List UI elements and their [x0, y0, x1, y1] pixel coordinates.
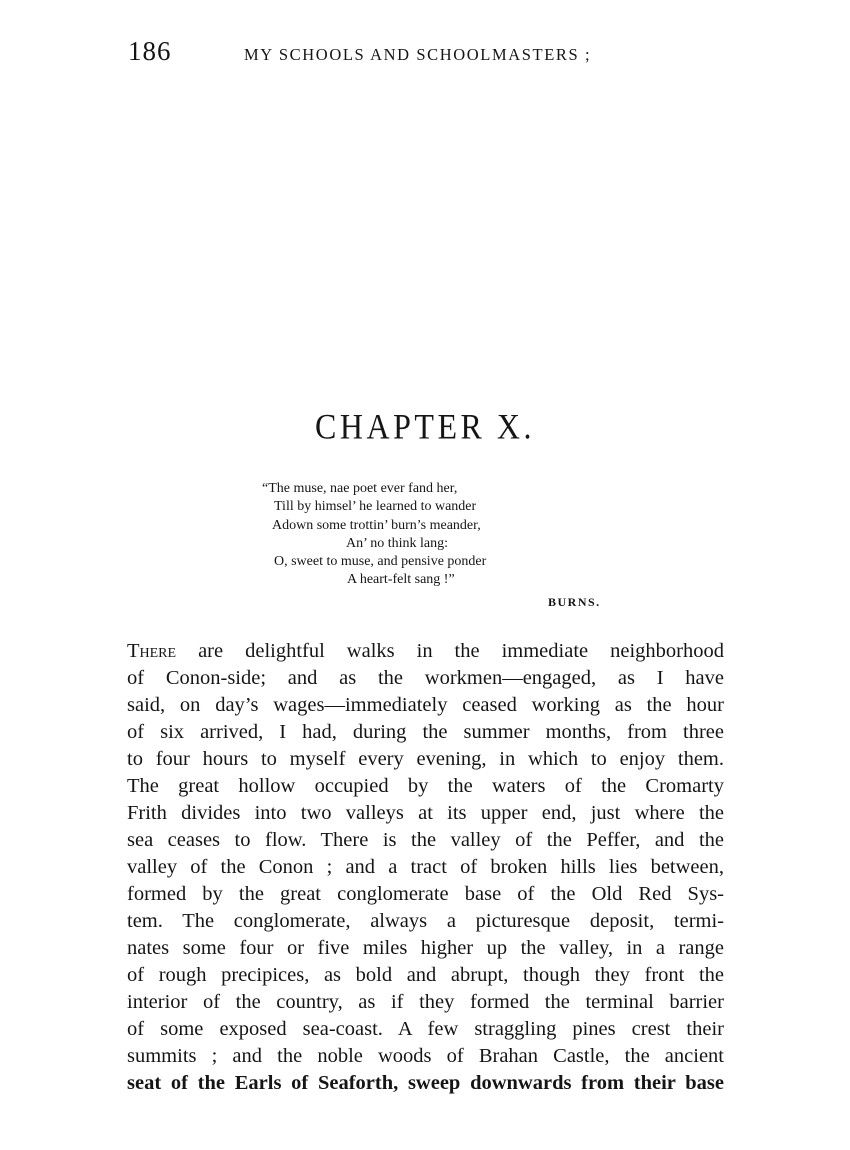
epigraph: [250, 480, 630, 590]
epigraph-line: “The muse, nae poet ever fand her,: [262, 481, 458, 496]
epigraph-line: A heart-felt sang !”: [347, 572, 455, 588]
epigraph-line: O, sweet to muse, and pensive ponder: [274, 554, 487, 570]
body-line: seat of the Earls of Seaforth, sweep downwards from their base: [127, 1072, 724, 1094]
body-line: [127, 638, 724, 665]
epigraph-line: Adown some trottin’ burn’s meander,: [272, 517, 481, 533]
epigraph-line: Till by himsel’ he learned to wander: [274, 499, 477, 515]
body-line: valley of the Conon ; and a tract of broken hills lies between,: [127, 856, 724, 878]
drop-word: There: [127, 640, 177, 662]
body-line: said, on day’s wages—immediately ceased working as the hour: [127, 694, 724, 716]
body-line: of rough precipices, as bold and abrupt, though they front the: [127, 964, 724, 986]
body-line: The great hollow occupied by the waters of the Cromarty: [127, 775, 724, 797]
body-line: of six arrived, I had, during the summer months, from three: [127, 721, 724, 743]
body-line: summits ; and the noble woods of Brahan Castle, the ancient: [127, 1045, 724, 1067]
epigraph-attribution: BURNS.: [548, 595, 601, 609]
body-line: interior of the country, as if they formed the terminal barrier: [127, 991, 724, 1013]
chapter-title: CHAPTER X.: [315, 406, 535, 447]
page-number: 186: [128, 36, 172, 66]
body-line: sea ceases to flow. There is the valley of the Peffer, and the: [127, 829, 724, 851]
body-line: Frith divides into two valleys at its upper end, just where the: [127, 802, 724, 824]
body-line-text: are delightful walks in the immediate neighborhood: [176, 640, 724, 662]
body-line: tem. The conglomerate, always a picturesque deposit, termi-: [127, 910, 724, 932]
body-line: of Conon-side; and as the workmen—engaged, as I have: [127, 667, 724, 689]
body-paragraph: [127, 638, 724, 1097]
page-header: [128, 36, 728, 76]
epigraph-line: An’ no think lang:: [346, 535, 449, 551]
body-line: to four hours to myself every evening, in which to enjoy them.: [127, 748, 724, 770]
body-line: nates some four or five miles higher up the valley, in a range: [127, 937, 724, 959]
body-line: of some exposed sea-coast. A few straggling pines crest their: [127, 1018, 724, 1040]
running-head: MY SCHOOLS AND SCHOOLMASTERS ;: [244, 45, 592, 64]
body-line: formed by the great conglomerate base of the Old Red Sys-: [127, 883, 724, 905]
